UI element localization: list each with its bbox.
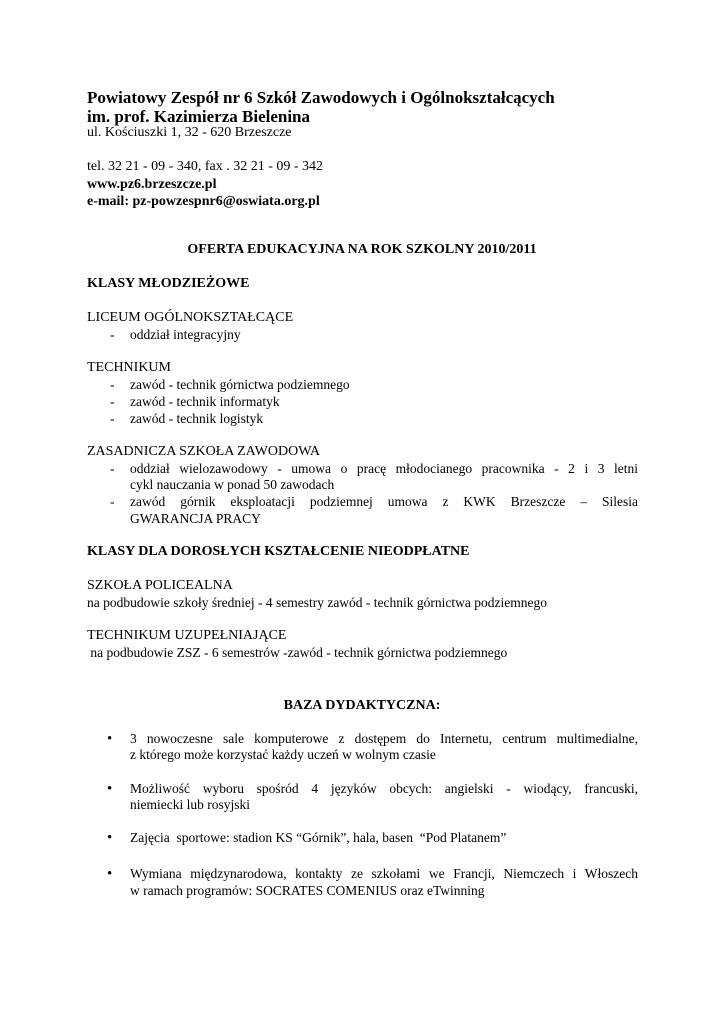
- list-dash: -: [110, 494, 115, 509]
- technikum-title: TECHNIKUM: [87, 360, 171, 375]
- baza-item-1-line-2: z którego może korzystać każdy uczeń w wolnym czasie: [130, 747, 436, 762]
- bullet-icon: •: [107, 781, 113, 797]
- offer-title: OFERTA EDUKACYJNA NA ROK SZKOLNY 2010/2011: [187, 242, 537, 257]
- school-address: ul. Kościuszki 1, 32 - 620 Brzeszcze: [87, 125, 292, 140]
- school-name: Powiatowy Zespół nr 6 Szkół Zawodowych i Ogólnokształcących: [87, 88, 555, 107]
- lo-title: LICEUM OGÓLNOKSZTAŁCĄCE: [87, 310, 294, 325]
- list-dash: -: [110, 394, 115, 409]
- school-website: www.pz6.brzeszcze.pl: [87, 177, 217, 192]
- lo-item: oddział integracyjny: [130, 327, 241, 342]
- school-patron: im. prof. Kazimierza Bielenina: [87, 107, 311, 126]
- uzupelniajace-desc: na podbudowie ZSZ - 6 semestrów -zawód - technik górnictwa podziemnego: [87, 645, 508, 660]
- policealna-desc: na podbudowie szkoły średniej - 4 semestry zawód - technik górnictwa podziemnego: [87, 595, 547, 610]
- zsz-item-2-line-2: GWARANCJA PRACY: [130, 511, 261, 526]
- youth-heading: KLASY MŁODZIEŻOWE: [87, 276, 250, 291]
- list-dash: -: [110, 327, 115, 342]
- bullet-icon: •: [107, 830, 113, 846]
- baza-item-4-line-2: w ramach programów: SOCRATES COMENIUS oraz eTwinning: [130, 883, 485, 898]
- baza-item-2-line-1: Możliwość wyboru spośród 4 języków obcych: angielski - wiodący, francuski,: [130, 781, 638, 796]
- baza-item-3-line-1: Zajęcia sportowe: stadion KS “Górnik”, hala, basen “Pod Platanem”: [130, 830, 507, 845]
- school-email: e-mail: pz-powzespnr6@oswiata.org.pl: [87, 194, 320, 209]
- adult-heading: KLASY DLA DOROSŁYCH KSZTAŁCENIE NIEODPŁATNE: [87, 544, 470, 559]
- baza-item-4-line-1: Wymiana międzynarodowa, kontakty ze szkołami we Francji, Niemczech i Włoszech: [130, 866, 638, 881]
- zsz-item-1-line-2: cykl nauczania w ponad 50 zawodach: [130, 477, 335, 492]
- policealna-title: SZKOŁA POLICEALNA: [87, 578, 233, 593]
- zsz-item-1-line-1: oddział wielozawodowy - umowa o pracę młodocianego pracownika - 2 i 3 letni: [130, 461, 638, 476]
- zsz-item-2-line-1: zawód górnik eksploatacji podziemnej umowa z KWK Brzeszcze – Silesia: [130, 494, 638, 509]
- baza-heading: BAZA DYDAKTYCZNA:: [283, 698, 441, 713]
- technikum-item: zawód - technik logistyk: [130, 411, 264, 426]
- bullet-icon: •: [107, 866, 113, 882]
- bullet-icon: •: [107, 731, 113, 747]
- baza-item-2-line-2: niemiecki lub rosyjski: [130, 797, 250, 812]
- baza-item-1-line-1: 3 nowoczesne sale komputerowe z dostępem do Internetu, centrum multimedialne,: [130, 731, 638, 746]
- list-dash: -: [110, 461, 115, 476]
- list-dash: -: [110, 411, 115, 426]
- list-dash: -: [110, 377, 115, 392]
- uzupelniajace-title: TECHNIKUM UZUPEŁNIAJĄCE: [87, 628, 287, 643]
- zsz-title: ZASADNICZA SZKOŁA ZAWODOWA: [87, 444, 320, 459]
- school-phone: tel. 32 21 - 09 - 340, fax . 32 21 - 09 - 342: [87, 159, 324, 174]
- technikum-item: zawód - technik górnictwa podziemnego: [130, 377, 350, 392]
- technikum-item: zawód - technik informatyk: [130, 394, 280, 409]
